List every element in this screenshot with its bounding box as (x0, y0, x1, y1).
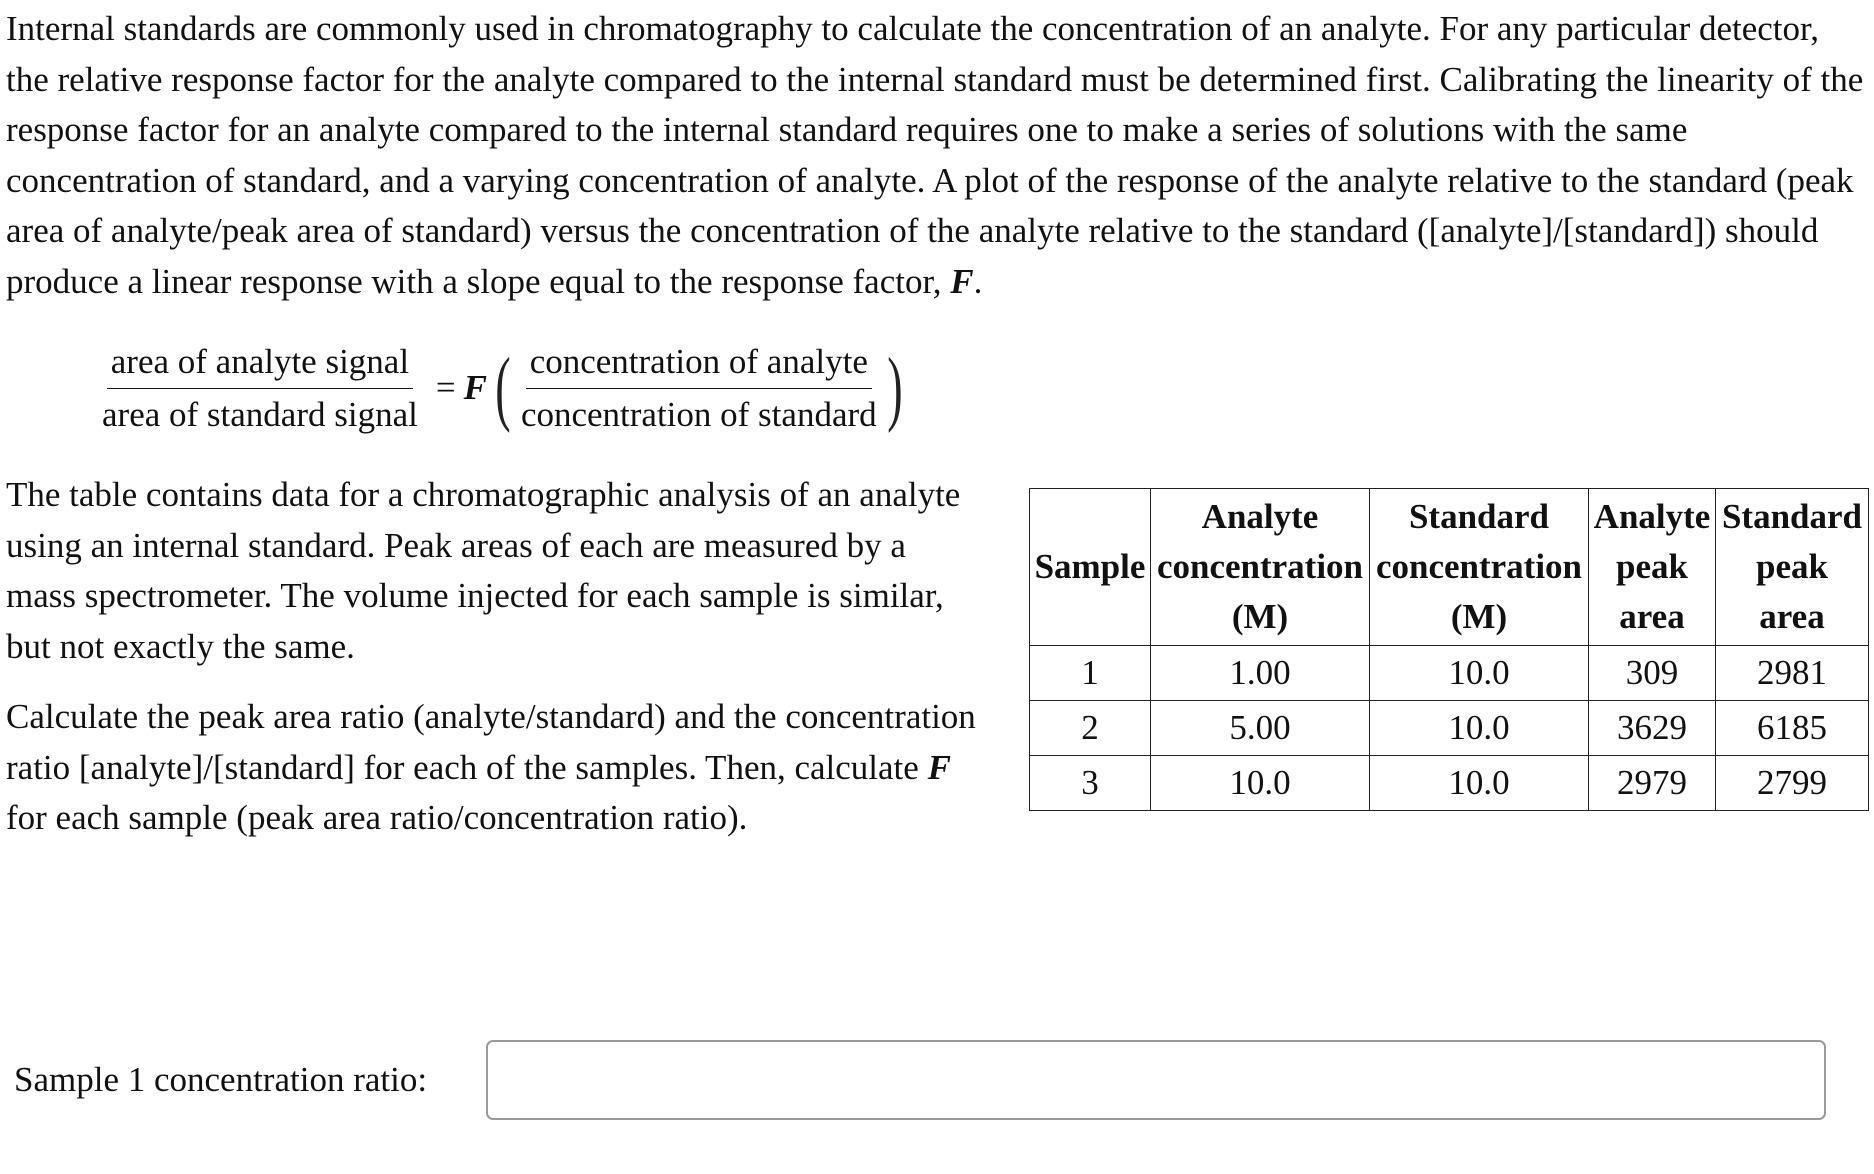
table-header-row (1030, 489, 1869, 646)
cell-standard-concentration: 10.0 (1370, 646, 1589, 701)
table-row (1030, 646, 1869, 701)
cell-standard-peak-area: 2799 (1716, 756, 1869, 811)
cell-standard-peak-area: 6185 (1716, 701, 1869, 756)
concentration-ratio-numerator: concentration of analyte (526, 342, 872, 389)
header-sample: Sample (1030, 489, 1151, 646)
cell-analyte-peak-area: 3629 (1589, 701, 1716, 756)
response-factor-equation (98, 338, 909, 438)
cell-analyte-peak-area: 309 (1589, 646, 1716, 701)
equation-F-symbol: F (463, 368, 487, 407)
header-standard-peak-area: Standard peak area (1716, 489, 1869, 646)
intro-F-symbol: F (950, 261, 974, 301)
right-paren-icon: ) (886, 341, 903, 434)
cell-standard-concentration: 10.0 (1370, 756, 1589, 811)
instructions-paragraph-1: The table contains data for a chromatographic analysis of an analyte using an internal standard. Peak areas of each are measured by a mass spectrometer. The volume injected for each sample is similar, but not exactly the same. (6, 475, 961, 666)
intro-end: . (973, 261, 983, 301)
instructions-text: Calculate the peak area ratio (analyte/standard) and the concentration ratio [analyte]/[standard] for each of the samples. Then, calculate (6, 697, 976, 787)
answer-row (14, 1040, 1826, 1120)
cell-analyte-peak-area: 2979 (1589, 756, 1716, 811)
cell-analyte-concentration: 10.0 (1151, 756, 1370, 811)
area-ratio-denominator: area of standard signal (102, 394, 418, 434)
instructions (6, 470, 976, 864)
concentration-ratio-fraction (517, 342, 881, 435)
sample-1-concentration-ratio-label: Sample 1 concentration ratio: (14, 1060, 428, 1099)
header-analyte-concentration: Analyte concentration (M) (1151, 489, 1370, 646)
concentration-ratio-denominator: concentration of standard (520, 394, 877, 434)
instructions-paragraph-2 (6, 692, 976, 844)
intro-text: Internal standards are commonly used in chromatography to calculate the concentration of an analyte. For any particular detector, the relative response factor for the analyte compared to the internal standard must be determined first. Calibrating the linearity of the response factor for an analyte compared to the internal standard requires one to make a series of solutions with the same concentration of standard, and a varying concentration of analyte. A plot of the response of the analyte relative to the standard (peak area of analyte/peak area of standard) versus the concentration of the analyte relative to the standard ([analyte]/[standard]) should produce a linear response with a slope equal to the response factor, (6, 9, 1864, 301)
header-analyte-peak-area: Analyte peak area (1589, 489, 1716, 646)
cell-sample: 2 (1030, 701, 1151, 756)
left-paren-icon: ( (495, 341, 511, 434)
table-row (1030, 756, 1869, 811)
table-row (1030, 701, 1869, 756)
data-table (1029, 488, 1869, 811)
cell-standard-peak-area: 2981 (1716, 646, 1869, 701)
cell-sample: 1 (1030, 646, 1151, 701)
equals-sign: = (435, 368, 456, 407)
area-ratio-fraction (98, 342, 422, 435)
cell-analyte-concentration: 5.00 (1151, 701, 1370, 756)
cell-standard-concentration: 10.0 (1370, 701, 1589, 756)
intro-paragraph (6, 4, 1866, 307)
instructions-text-end: for each sample (peak area ratio/concentration ratio). (6, 798, 748, 837)
instructions-F-symbol: F (927, 747, 951, 787)
sample-1-concentration-ratio-input[interactable] (486, 1040, 1826, 1120)
cell-analyte-concentration: 1.00 (1151, 646, 1370, 701)
header-standard-concentration: Standard concentration (M) (1370, 489, 1589, 646)
area-ratio-numerator: area of analyte signal (107, 342, 413, 389)
cell-sample: 3 (1030, 756, 1151, 811)
